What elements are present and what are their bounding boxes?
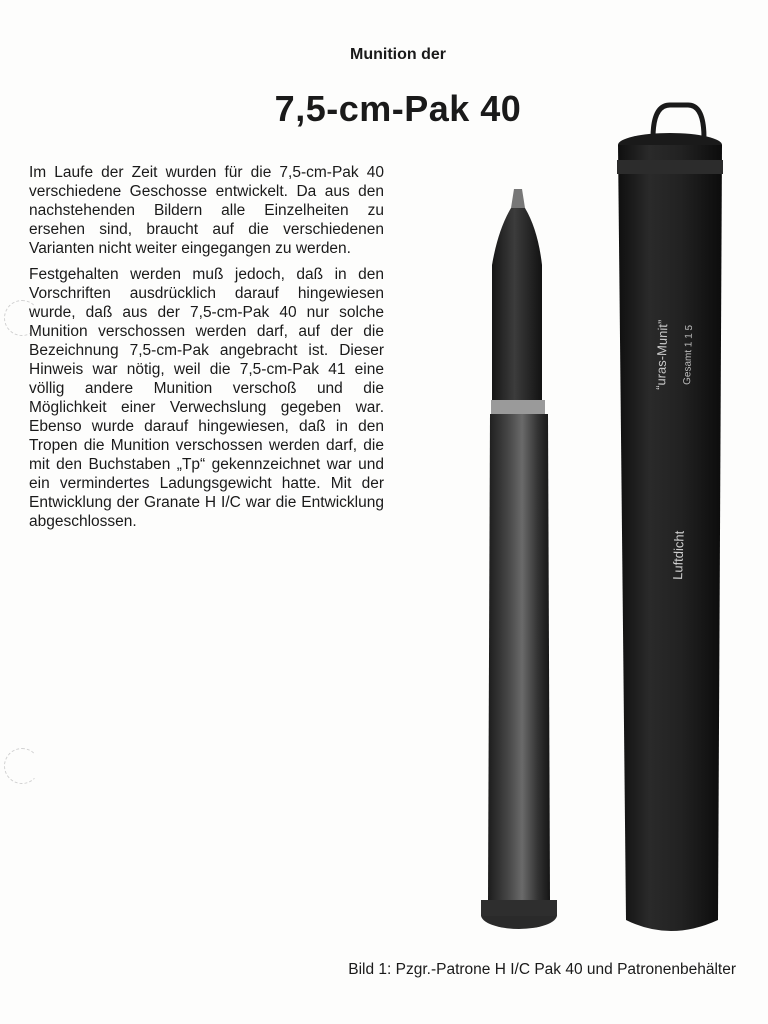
svg-text:Luftdicht: Luftdicht [670,530,687,581]
figure-caption: Bild 1: Pzgr.-Patrone H I/C Pak 40 und Patronenbehälter [348,961,736,978]
article-body [29,163,384,538]
container-shape [617,105,723,931]
binding-hole-mark-bottom [4,748,40,784]
svg-text:Gesamt 1 1 5: Gesamt 1 1 5 [682,324,696,386]
page-subtitle: Munition der [350,46,446,63]
svg-text:“uras-Munit”: “uras-Munit” [653,319,671,391]
paragraph-regulations: Festgehalten werden muß jedoch, daß in den Vorschriften ausdrücklich darauf hingewiesen wurde, daß aus der 7,5-cm-Pak 40 nur solche Munition verschossen werden darf, auf der die Bezeichnung 7,5-cm-Pak angebracht ist. Dieser Hinweis war nötig, weil die 7,5-cm-Pak 41 eine völlig andere Munition verschoß und die Möglichkeit einer Verwechslung gegeben war. Ebenso wurde darauf hingewiesen, daß in den Tropen die Munition verschossen werden darf, die mit den Buchstaben „Tp“ gekennzeichnet war und ein vermindertes Ladungsgewicht hatte. Mit der Entwicklung der Granate H I/C war die Entwicklung abgeschlossen. [29,266,384,530]
page-title: 7,5-cm-Pak 40 [274,88,522,129]
cartridge-shape [481,189,557,929]
ammunition-photo [470,100,740,945]
paragraph-intro: Im Laufe der Zeit wurden für die 7,5-cm-Pak 40 verschiedene Geschosse entwickelt. Da aus den nachstehenden Bildern alle Einzelheiten zu ersehen sind, braucht auf die verschiedenen Varianten nicht weiter eingegangen zu werden. [29,164,384,257]
